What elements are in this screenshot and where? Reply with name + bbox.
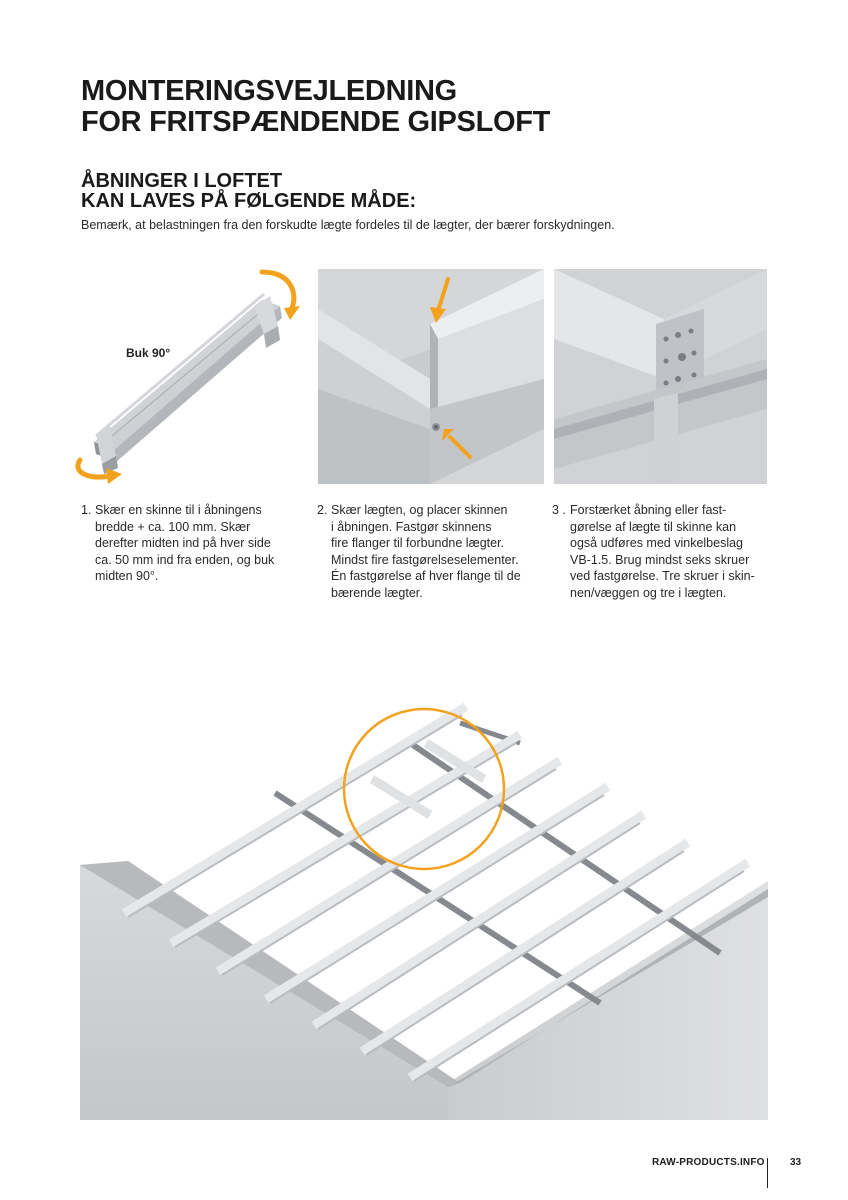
page-number: 33	[790, 1157, 802, 1168]
step-3-line-4: VB-1.5. Brug mindst seks skruer	[570, 552, 750, 567]
subtitle-line-2: KAN LAVES PÅ FØLGENDE MÅDE:	[81, 190, 417, 212]
step-1-line-5: midten 90°.	[95, 569, 159, 583]
rail-in-opening-illustration	[318, 269, 544, 484]
ceiling-grid-illustration	[80, 683, 768, 1120]
step-1-number: 1.	[81, 503, 92, 517]
step-2-number: 2.	[317, 503, 328, 517]
section-subtitle	[81, 171, 416, 211]
title-line-1: MONTERINGSVEJLEDNING	[81, 75, 457, 107]
angle-bracket-illustration	[554, 269, 767, 484]
bent-rail-illustration	[66, 264, 306, 488]
figure-bent-rail	[66, 264, 306, 488]
step-2-line-4: Mindst fire fastgørelseselementer.	[331, 552, 519, 567]
step-3-line-5: ved fastgørelse. Tre skruer i skin-	[570, 569, 755, 583]
intro-text: Bemærk, at belastningen fra den forskudte lægte fordeles til de lægter, der bærer forskydningen.	[81, 218, 615, 232]
step-3	[552, 502, 768, 601]
step-2-line-3: fire flanger til forbundne lægter.	[331, 536, 505, 550]
step-1	[81, 502, 300, 585]
figure-rail-in-opening	[318, 269, 544, 484]
step-3-line-6: nen/væggen og tre i lægten.	[570, 585, 727, 600]
step-2	[317, 502, 539, 601]
ceiling-grid-svg	[80, 683, 768, 1120]
step-3-line-1: Forstærket åbning eller fast-	[570, 503, 727, 517]
step-2-line-5: Én fastgørelse af hver flange til de	[331, 569, 521, 583]
step-1-line-2: bredde + ca. 100 mm. Skær	[95, 519, 251, 534]
title-line-2: FOR FRITSPÆNDENDE GIPSLOFT	[81, 106, 551, 138]
step-2-line-2: i åbningen. Fastgør skinnens	[331, 519, 492, 534]
step-2-line-1: Skær lægten, og placer skinnen	[331, 503, 508, 517]
figure-angle-bracket	[554, 269, 767, 484]
step-3-number: 3 .	[552, 503, 566, 517]
step-2-line-6: bærende lægter.	[331, 585, 423, 600]
bend-label: Buk 90°	[126, 346, 171, 360]
step-1-line-3: derefter midten ind på hver side	[95, 536, 271, 550]
step-1-line-4: ca. 50 mm ind fra enden, og buk	[95, 552, 275, 567]
step-3-line-2: gørelse af lægte til skinne kan	[570, 519, 737, 534]
step-1-line-1: Skær en skinne til i åbningens	[95, 503, 262, 517]
subtitle-line-1: ÅBNINGER I LOFTET	[81, 170, 283, 192]
step-3-line-3: også udføres med vinkelbeslag	[570, 536, 744, 550]
page-title	[81, 76, 550, 138]
footer-website: RAW-PRODUCTS.INFO	[652, 1157, 765, 1168]
footer-divider	[767, 1158, 768, 1188]
